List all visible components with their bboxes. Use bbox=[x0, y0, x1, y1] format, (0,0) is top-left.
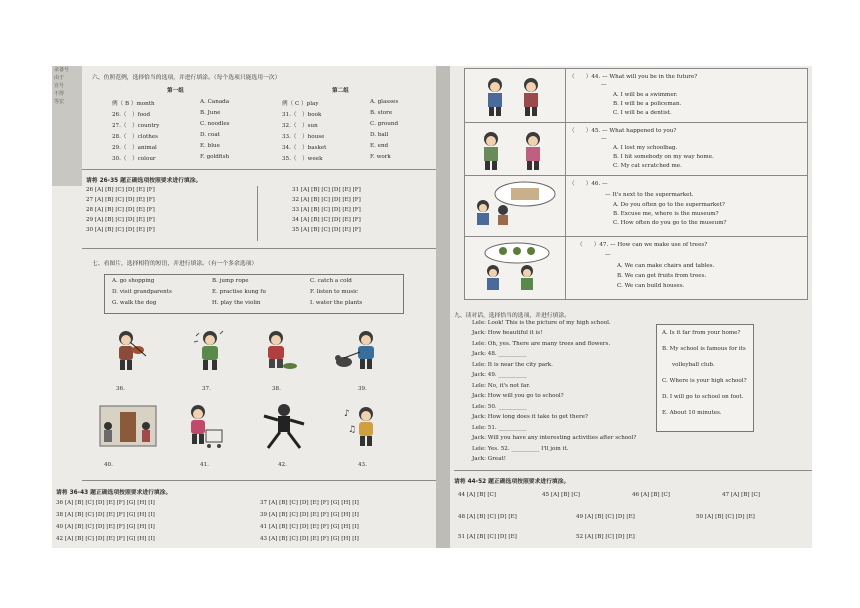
dialog-option: volleyball club. bbox=[672, 362, 715, 368]
g2-item: 33.（ ）house bbox=[282, 134, 325, 140]
bubble-row[interactable]: 35 [A] [B] [C] [D] [E] [F] bbox=[292, 227, 361, 233]
g2-item: 34.（ ）basket bbox=[282, 145, 327, 151]
phrase-option: C. catch a cold bbox=[310, 278, 352, 284]
question-panel-44 bbox=[464, 68, 808, 123]
phrase-option: E. practise kung fu bbox=[212, 289, 266, 295]
phrase-option: F. listen to music bbox=[310, 289, 359, 295]
g1-opt: E. blue bbox=[200, 143, 220, 149]
choice: A. I lost my schoolbag. bbox=[613, 145, 678, 151]
edge-text: 不得 bbox=[54, 91, 65, 97]
answer-blank: — bbox=[601, 82, 607, 88]
dialog-option: D. I will go to school on foot. bbox=[662, 394, 744, 400]
svg-text:♫: ♫ bbox=[348, 425, 357, 435]
dialog-line: Jack: How long does it take to get there? bbox=[472, 414, 588, 420]
dialog-line: Lele: It is near the city park. bbox=[472, 362, 553, 368]
g2-opt: A. glasses bbox=[370, 99, 399, 105]
divider bbox=[565, 176, 566, 236]
question-panel-46 bbox=[464, 175, 808, 237]
bubble-row[interactable]: 28 [A] [B] [C] [D] [E] [F] bbox=[86, 207, 155, 213]
bubble-row[interactable]: 39 [A] [B] [C] [D] [E] [F] [G] [H] [I] bbox=[260, 512, 359, 518]
edge-text: 录备号 bbox=[54, 67, 70, 73]
dialog-line: Lele: 51. __________ bbox=[472, 425, 527, 431]
picture-number: 43. bbox=[358, 462, 367, 468]
bubble-row[interactable]: 30 [A] [B] [C] [D] [E] [F] bbox=[86, 227, 155, 233]
question-46: （ ）46. — bbox=[569, 181, 608, 187]
g2-item: 32.（ ）sun bbox=[282, 123, 318, 129]
divider bbox=[82, 169, 436, 170]
choice: A. I will be a swimmer. bbox=[613, 92, 678, 98]
listen-to-music-picture bbox=[340, 402, 384, 454]
section7-title: 七、看图片，选择相符的短语，并进行填涂。（有一个多余选项） bbox=[92, 261, 258, 267]
trees-picture bbox=[469, 241, 565, 295]
bubble-row[interactable]: 37 [A] [B] [C] [D] [E] [F] [G] [H] [I] bbox=[260, 500, 359, 506]
g1-item: 30.（ ）colour bbox=[112, 156, 156, 162]
bubble-row[interactable]: 34 [A] [B] [C] [D] [E] [F] bbox=[292, 217, 361, 223]
bubble-row[interactable]: 33 [A] [B] [C] [D] [E] [F] bbox=[292, 207, 361, 213]
bubble-row[interactable]: 41 [A] [B] [C] [D] [E] [F] [G] [H] [I] bbox=[260, 524, 359, 530]
picture-number: 41. bbox=[200, 462, 209, 468]
choice: C. How often do you go to the museum? bbox=[613, 220, 727, 226]
phrase-option: H. play the violin bbox=[212, 300, 261, 306]
museum-directions-picture bbox=[469, 180, 565, 232]
phrase-option: D. visit grandparents bbox=[112, 289, 172, 295]
answer-line: — It's next to the supermarket. bbox=[605, 192, 694, 198]
bubble-row[interactable]: 40 [A] [B] [C] [D] [E] [F] [G] [H] [I] bbox=[56, 524, 155, 530]
divider bbox=[454, 470, 812, 471]
section6-title: 六、仿照范例，选择恰当的选项，并进行填涂。（每个选项只能选用一次） bbox=[92, 75, 281, 81]
question-panel-45 bbox=[464, 122, 808, 176]
sick-boy-picture bbox=[190, 328, 230, 372]
bubble-row[interactable]: 48 [A] [B] [C] [D] [E] bbox=[458, 514, 517, 520]
choice: A. Do you often go to the supermarket? bbox=[613, 202, 725, 208]
g1-item: 例（ B ）month bbox=[112, 101, 155, 107]
g1-item: 27.（ ）country bbox=[112, 123, 160, 129]
g1-opt: D. coat bbox=[200, 132, 220, 138]
edge-text: 由于 bbox=[54, 75, 65, 81]
phrase-option: B. jump rope bbox=[212, 278, 249, 284]
dialog-line: Jack: How beautiful it is! bbox=[472, 330, 543, 336]
bubble-row[interactable]: 51 [A] [B] [C] [D] [E] bbox=[458, 534, 517, 540]
dialog-line: Lele: 50. __________ bbox=[472, 404, 527, 410]
bubble-row[interactable]: 29 [A] [B] [C] [D] [E] [F] bbox=[86, 217, 155, 223]
divider bbox=[565, 123, 566, 175]
choice: C. We can build houses. bbox=[617, 283, 685, 289]
g2-opt: E. end bbox=[370, 143, 389, 149]
bubble-row[interactable]: 32 [A] [B] [C] [D] [E] [F] bbox=[292, 197, 361, 203]
g2-item: 例（ C ）play bbox=[282, 101, 319, 107]
bubble-row[interactable]: 44 [A] [B] [C] bbox=[458, 492, 496, 498]
g1-opt: B. June bbox=[200, 110, 221, 116]
choice: B. I will be a policeman. bbox=[613, 101, 682, 107]
choice: C. I will be a dentist. bbox=[613, 110, 672, 116]
dialog-line: Lele: No, it's not far. bbox=[472, 383, 531, 389]
question-44: （ ）44. — What will you be in the future? bbox=[569, 74, 698, 80]
g2-opt: F. work bbox=[370, 154, 391, 160]
bubble-row[interactable]: 42 [A] [B] [C] [D] [E] [F] [G] [H] [I] bbox=[56, 536, 155, 542]
g1-opt: F. goldfish bbox=[200, 154, 230, 160]
choice: B. I hit somebody on my way home. bbox=[613, 154, 714, 160]
answer-blank: — bbox=[601, 136, 607, 142]
dialog-line: Jack: How will you go to school? bbox=[472, 393, 564, 399]
g1-item: 26.（ ）food bbox=[112, 112, 151, 118]
bubble-row[interactable]: 43 [A] [B] [C] [D] [E] [F] [G] [H] [I] bbox=[260, 536, 359, 542]
left-page bbox=[52, 66, 436, 548]
dialog-option: B. My school is famous for its bbox=[662, 346, 746, 352]
go-shopping-picture bbox=[182, 402, 226, 454]
divider bbox=[257, 186, 258, 241]
dialog-line: Jack: 49. __________ bbox=[472, 372, 527, 378]
dialog-option: C. Where is your high school? bbox=[662, 378, 747, 384]
edge-text: 等宏 bbox=[54, 99, 65, 105]
choice: B. We can get fruits from trees. bbox=[617, 273, 707, 279]
picture-number: 42. bbox=[278, 462, 287, 468]
divider bbox=[82, 480, 436, 481]
divider bbox=[565, 237, 566, 299]
bubble-row[interactable]: 36 [A] [B] [C] [D] [E] [F] [G] [H] [I] bbox=[56, 500, 155, 506]
visit-grandparents-picture bbox=[96, 402, 160, 454]
bubble-row[interactable]: 45 [A] [B] [C] bbox=[542, 492, 580, 498]
fill-instruction: 请将 36-43 题正确选项按照要求进行填涂。 bbox=[56, 490, 172, 496]
bubble-row[interactable]: 26 [A] [B] [C] [D] [E] [F] bbox=[86, 187, 155, 193]
svg-text:♪: ♪ bbox=[344, 409, 350, 419]
answer-blank: — bbox=[605, 252, 611, 258]
group2-title: 第二组 bbox=[332, 88, 349, 94]
question-47: （ ）47. — How can we make use of trees? bbox=[577, 242, 708, 248]
bubble-row[interactable]: 49 [A] [B] [C] [D] [E] bbox=[576, 514, 635, 520]
dialog-option: A. Is it far from your home? bbox=[662, 330, 741, 336]
dialog-line: Jack: Great! bbox=[472, 456, 507, 462]
question-panel-47 bbox=[464, 236, 808, 300]
bubble-row[interactable]: 47 [A] [B] [C] bbox=[722, 492, 760, 498]
bubble-row[interactable]: 50 [A] [B] [C] [D] [E] bbox=[696, 514, 755, 520]
fill-instruction: 请将 26-35 题正确选项按照要求进行填涂。 bbox=[86, 178, 202, 184]
picture-number: 40. bbox=[104, 462, 113, 468]
bubble-row[interactable]: 31 [A] [B] [C] [D] [E] [F] bbox=[292, 187, 361, 193]
bubble-row[interactable]: 27 [A] [B] [C] [D] [E] [F] bbox=[86, 197, 155, 203]
watering-plants-picture bbox=[258, 328, 298, 372]
bubble-row[interactable]: 38 [A] [B] [C] [D] [E] [F] [G] [H] [I] bbox=[56, 512, 155, 518]
dialog-line: Lele: Oh, yes. There are many trees and flowers. bbox=[472, 341, 611, 347]
phrase-option: G. walk the dog bbox=[112, 300, 157, 306]
fill-instruction: 请将 44-52 题正确选项按照要求进行填涂。 bbox=[454, 479, 570, 485]
phrase-option: I. water the plants bbox=[310, 300, 363, 306]
g2-item: 31.（ ）book bbox=[282, 112, 322, 118]
picture-number: 39. bbox=[358, 386, 367, 392]
choice: A. We can make chairs and tables. bbox=[617, 263, 715, 269]
choice: B. Excuse me, where is the museum? bbox=[613, 211, 719, 217]
g2-item: 35.（ ）week bbox=[282, 156, 323, 162]
binding-margin bbox=[52, 66, 82, 186]
divider bbox=[82, 248, 436, 249]
picture-number: 38. bbox=[272, 386, 281, 392]
dialog-option: E. About 10 minutes. bbox=[662, 410, 722, 416]
phrase-option: A. go shopping bbox=[112, 278, 155, 284]
bubble-row[interactable]: 52 [A] [B] [C] [D] [E] bbox=[576, 534, 635, 540]
g2-opt: C. ground bbox=[370, 121, 399, 127]
dialog-line: Jack: 48. __________ bbox=[472, 351, 527, 357]
picture-number: 36. bbox=[116, 386, 125, 392]
g1-opt: C. noodles bbox=[200, 121, 230, 127]
injury-picture bbox=[469, 127, 557, 171]
dialog-line: Lele: Yes. 52. __________ I'll join it. bbox=[472, 446, 569, 452]
g1-opt: A. Canada bbox=[200, 99, 230, 105]
g2-opt: D. ball bbox=[370, 132, 389, 138]
walk-the-dog-picture bbox=[334, 328, 384, 372]
g1-item: 29.（ ）animal bbox=[112, 145, 157, 151]
question-45: （ ）45. — What happened to you? bbox=[569, 128, 677, 134]
future-job-picture bbox=[469, 73, 557, 117]
g2-opt: B. store bbox=[370, 110, 393, 116]
choice: C. My cat scratched me. bbox=[613, 163, 682, 169]
group1-title: 第一组 bbox=[167, 88, 184, 94]
picture-number: 37. bbox=[202, 386, 211, 392]
exam-photo bbox=[52, 66, 812, 548]
bubble-row[interactable]: 46 [A] [B] [C] bbox=[632, 492, 670, 498]
kung-fu-picture bbox=[262, 402, 306, 454]
right-page bbox=[450, 66, 812, 548]
section9-title: 九、读对话，选择恰当的选项，并进行填涂。 bbox=[454, 313, 570, 319]
g1-item: 28.（ ）clothes bbox=[112, 134, 158, 140]
page-fold bbox=[436, 66, 450, 548]
dialog-line: Lele: Look! This is the picture of my high school. bbox=[472, 320, 611, 326]
violin-boy-picture bbox=[108, 328, 148, 372]
dialog-line: Jack: Will you have any interesting activities after school? bbox=[472, 435, 637, 441]
edge-text: 宣号 bbox=[54, 83, 65, 89]
divider bbox=[565, 69, 566, 122]
